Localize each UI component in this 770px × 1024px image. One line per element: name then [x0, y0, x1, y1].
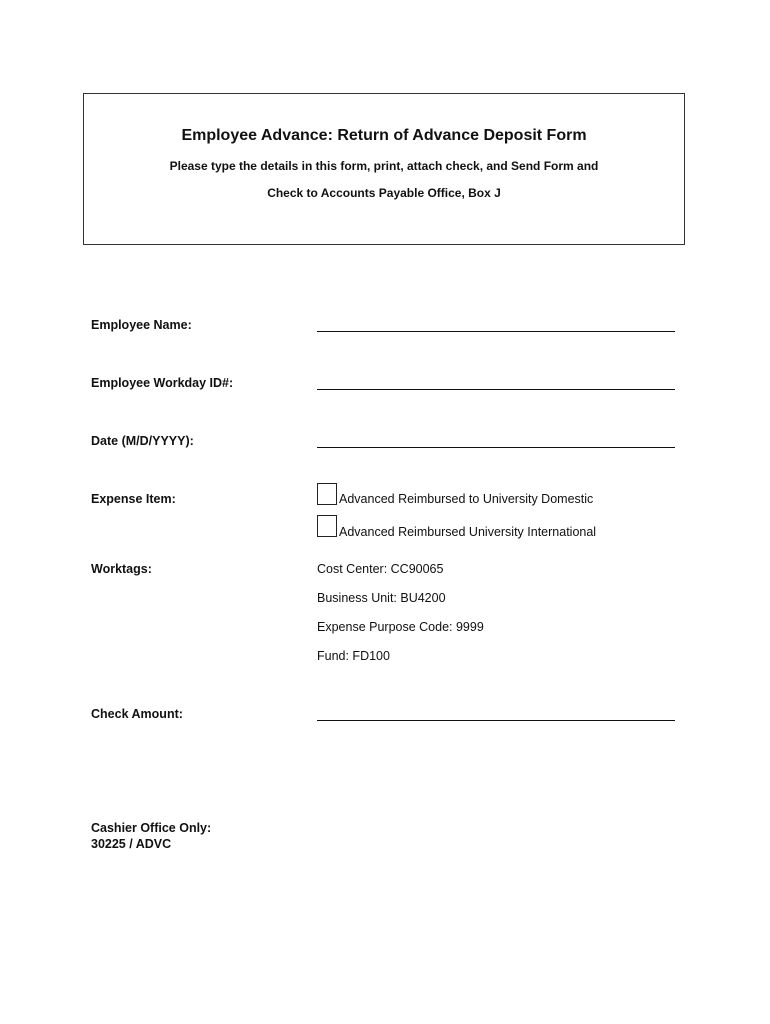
worktags-label: Worktags:: [91, 562, 152, 576]
expense-domestic-checkbox[interactable]: [317, 483, 337, 505]
worktag-fund: Fund: FD100: [317, 649, 390, 663]
cashier-office-label: Cashier Office Only:: [91, 821, 212, 835]
worktag-expense-purpose-code: Expense Purpose Code: 9999: [317, 620, 484, 634]
form-instructions-line-2: Check to Accounts Payable Office, Box J: [267, 186, 501, 200]
expense-domestic-label: Advanced Reimbursed to University Domestic: [339, 492, 594, 506]
date-field[interactable]: [317, 447, 675, 448]
cashier-office-code: 30225 / ADVC: [91, 837, 172, 851]
check-amount-label: Check Amount:: [91, 707, 183, 721]
form-title: Employee Advance: Return of Advance Deposit Form: [181, 127, 587, 144]
form-header-box: [83, 93, 685, 245]
date-label: Date (M/D/YYYY):: [91, 434, 194, 448]
expense-international-label: Advanced Reimbursed University International: [339, 525, 597, 539]
check-amount-field[interactable]: [317, 720, 675, 721]
form-instructions-line-1: Please type the details in this form, print, attach check, and Send Form and: [169, 159, 599, 173]
expense-item-label: Expense Item:: [91, 492, 176, 506]
expense-international-checkbox[interactable]: [317, 515, 337, 537]
employee-id-field[interactable]: [317, 389, 675, 390]
worktag-cost-center: Cost Center: CC90065: [317, 562, 444, 576]
employee-name-label: Employee Name:: [91, 318, 192, 332]
employee-id-label: Employee Workday ID#:: [91, 376, 234, 390]
worktag-business-unit: Business Unit: BU4200: [317, 591, 446, 605]
employee-name-field[interactable]: [317, 331, 675, 332]
